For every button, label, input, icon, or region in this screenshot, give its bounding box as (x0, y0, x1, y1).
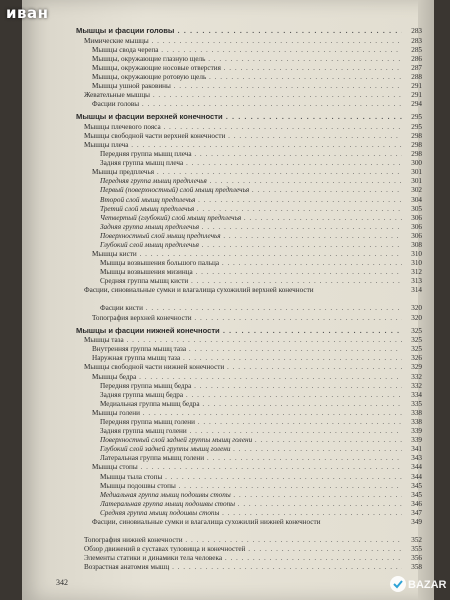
toc-entry-page: 300 (411, 159, 422, 168)
toc-entry-page: 339 (411, 427, 422, 436)
toc-entry-page: 352 (411, 536, 422, 544)
toc-entry-title: Латеральная группа мышц подошвы стопы . . . (100, 500, 402, 509)
toc-entry-page: 283 (411, 36, 422, 45)
toc-entry-title: Обзор движений в суставах туловища и конечностей . . . (84, 545, 402, 554)
toc-entry-page: 298 (411, 131, 422, 140)
toc-entry-title: Мышцы таза . . . (84, 336, 402, 345)
toc-entry (76, 177, 422, 186)
toc-entry-title: Средняя группа мышц кисти . . . (100, 277, 402, 286)
toc-entry (76, 345, 422, 354)
toc-entry (76, 473, 422, 482)
toc-entry-page: 298 (411, 140, 422, 149)
toc-entry-page: 358 (411, 563, 422, 572)
toc-entry-title: Задняя группа мышц бедра . . . (100, 391, 402, 400)
toc-entry-title: Внутренняя группа мышц таза . . . (92, 345, 402, 354)
toc-entry-title: Элементы статики и динамики тела человека . . . (84, 554, 402, 563)
toc-entry (76, 64, 422, 73)
toc-entry (76, 563, 422, 572)
toc-entry-title: Фасции головы . . . (92, 100, 402, 109)
toc-entry-page: 325 (411, 326, 422, 335)
toc-entry-title: Мышцы плеча . . . (84, 141, 402, 150)
toc-entry (76, 268, 422, 277)
toc-entry-page: 314 (411, 286, 422, 295)
toc-entry-page: 298 (411, 150, 422, 159)
toc-entry-page: 349 (411, 518, 422, 526)
toc-entry-title: Передняя группа мышц голени . . . (100, 418, 402, 427)
toc-entry (76, 196, 422, 205)
toc-entry-title: Мышцы и фасции нижней конечности . . . (76, 326, 402, 337)
toc-entry (76, 46, 422, 55)
toc-entry (76, 463, 422, 472)
toc-entry-page: 301 (411, 177, 422, 186)
toc-entry-title: Наружная группа мышц таза . . . (92, 354, 402, 363)
toc-entry (76, 545, 422, 554)
toc-entry-page: 291 (411, 91, 422, 100)
toc-entry-page: 286 (411, 54, 422, 63)
toc-entry-title: Передняя группа мышц бедра . . . (100, 382, 402, 391)
toc-entry (76, 159, 422, 168)
logo-text: BAZAR (408, 579, 446, 591)
toc-entry-title: Второй слой мышц предплечья . . . (100, 196, 402, 205)
toc-entry (76, 141, 422, 150)
toc-entry (76, 554, 422, 563)
toc-entry-title: Мышцы стопы . . . (92, 463, 402, 472)
toc-entry-title: Мышцы и фасции головы . . . (76, 26, 402, 37)
toc-entry-page: 301 (411, 168, 422, 177)
toc-entry-page: 320 (411, 304, 422, 313)
toc-entry-page: 338 (411, 417, 422, 426)
toc-entry-page: 310 (411, 250, 422, 259)
toc-entry (76, 250, 422, 259)
toc-entry-page: 347 (411, 508, 422, 517)
toc-entry (76, 445, 422, 454)
toc-entry (76, 132, 422, 141)
toc-entry-page: 338 (411, 408, 422, 417)
toc-entry (76, 409, 422, 418)
toc-entry-title: Средняя группа мышц подошвы стопы . . . (100, 509, 402, 518)
toc-entry (76, 186, 422, 195)
toc-entry-page: 306 (411, 213, 422, 222)
toc-entry-title: Глубокий слой мышц предплечья . . . (100, 241, 402, 250)
toc-entry-title: Мышцы возвышения мизинца . . . (100, 268, 402, 277)
toc-entry-page: 339 (411, 436, 422, 445)
toc-entry-title: Фасции кисти . . . (100, 304, 402, 313)
toc-entry-title: Мышцы подошвы стопы . . . (100, 482, 402, 491)
toc-entry-page: 332 (411, 372, 422, 381)
toc-entry-title: Глубокий слой задней группы мышц голени . . . (100, 445, 402, 454)
toc-entry-title: Фасции, синовиальные сумки и влагалища сухожилий нижней конечности (92, 518, 321, 526)
toc-entry (76, 55, 422, 64)
toc-entry-page: 320 (411, 313, 422, 322)
toc-entry-title: Медиальная группа мышц бедра . . . (100, 400, 402, 409)
toc-entry-page: 302 (411, 186, 422, 195)
watermark-text: иван (6, 4, 49, 22)
toc-entry-title: Мышцы свободной части нижней конечности . . . (84, 363, 402, 372)
toc-entry (76, 241, 422, 250)
toc-entry-title: Мышцы свода черепа . . . (92, 46, 402, 55)
toc-entry (76, 286, 422, 304)
toc-entry (76, 482, 422, 491)
toc-entry-title: Задняя группа мышц голени . . . (100, 427, 402, 436)
toc-entry (76, 373, 422, 382)
toc-entry-title: Мышцы тыла стопы . . . (100, 473, 402, 482)
toc-entry-page: 344 (411, 472, 422, 481)
toc-entry-title: Мышцы кисти . . . (92, 250, 402, 259)
toc-entry-page: 313 (411, 277, 422, 286)
toc-entry-title: Медиальная группа мышц подошвы стопы . . . (100, 491, 402, 500)
toc-entry-page: 326 (411, 354, 422, 363)
toc-entry (76, 518, 422, 536)
toc-entry (76, 205, 422, 214)
toc-entry-title: Передняя группа мышц предплечья . . . (100, 177, 402, 186)
toc-entry (76, 214, 422, 223)
toc-entry-page: 334 (411, 390, 422, 399)
bazar-logo (388, 572, 446, 596)
toc-entry-title: Мышцы и фасции верхней конечности . . . (76, 112, 402, 123)
toc-entry-page: 356 (411, 554, 422, 563)
toc-entry-title: Мышцы возвышения большого пальца . . . (100, 259, 402, 268)
toc-entry-page: 329 (411, 363, 422, 372)
toc-entry-title: Мышцы, окружающие ротовую щель . . . (92, 73, 402, 82)
toc-entry-page: 304 (411, 195, 422, 204)
toc-entry-title: Задняя группа мышц плеча . . . (100, 159, 402, 168)
toc-entry (76, 73, 422, 82)
toc-entry (76, 491, 422, 500)
toc-entry (76, 454, 422, 463)
toc-entry-title: Мышцы бедра . . . (92, 373, 402, 382)
toc-entry (76, 418, 422, 427)
toc-entry (76, 363, 422, 372)
toc-entry-page: 332 (411, 381, 422, 390)
toc-entry-page: 295 (411, 122, 422, 131)
toc-entry-title: Фасции, синовиальные сумки и влагалища сухожилий верхней конечности (84, 286, 314, 295)
table-of-contents (76, 26, 422, 572)
toc-entry-page: 341 (411, 445, 422, 454)
toc-entry-page: 305 (411, 204, 422, 213)
toc-entry-title: Поверхностный слой мышц предплечья . . . (100, 232, 402, 241)
toc-entry-page: 295 (411, 113, 422, 122)
toc-entry (76, 536, 422, 545)
toc-entry-page: 306 (411, 231, 422, 240)
toc-entry-title: Топография верхней конечности . . . (92, 314, 402, 323)
toc-entry (76, 277, 422, 286)
toc-entry-page: 345 (411, 490, 422, 499)
toc-entry-page: 308 (411, 240, 422, 249)
page-number: 342 (56, 578, 68, 587)
toc-entry-title: Мышцы ушной раковины . . . (92, 82, 402, 91)
book-page (22, 0, 434, 600)
toc-entry-page: 287 (411, 63, 422, 72)
toc-entry-page: 306 (411, 222, 422, 231)
toc-entry-page: 294 (411, 100, 422, 109)
toc-entry-title: Мимические мышцы . . . (84, 37, 402, 46)
toc-entry (76, 82, 422, 91)
toc-entry-page: 310 (411, 259, 422, 268)
toc-entry-page: 343 (411, 454, 422, 463)
toc-entry-page: 283 (411, 27, 422, 35)
toc-entry (76, 232, 422, 241)
toc-entry-title: Мышцы, окружающие носовые отверстия . . . (92, 64, 402, 73)
toc-entry-page: 325 (411, 336, 422, 345)
toc-entry-title: Мышцы свободной части верхней конечности . . . (84, 132, 402, 141)
toc-entry (76, 304, 422, 313)
toc-entry-title: Возрастная анатомия мышц . . . (84, 563, 402, 572)
toc-entry-title: Латеральная группа мышц голени . . . (100, 454, 402, 463)
toc-entry-page: 312 (411, 268, 422, 277)
toc-entry (76, 37, 422, 46)
toc-section-heading (76, 112, 422, 123)
toc-entry-title: Поверхностный слой задней группы мышц голени . . . (100, 436, 402, 445)
toc-entry (76, 354, 422, 363)
toc-entry (76, 391, 422, 400)
toc-entry-title: Передняя группа мышц плеча . . . (100, 150, 402, 159)
toc-entry-page: 325 (411, 345, 422, 354)
toc-entry-title: Мышцы, окружающие глазную щель . . . (92, 55, 402, 64)
toc-entry-page: 288 (411, 72, 422, 81)
toc-entry (76, 427, 422, 436)
toc-entry-title: Четвертый (глубокий) слой мышц предплечья . . . (100, 214, 402, 223)
toc-entry (76, 382, 422, 391)
toc-entry (76, 436, 422, 445)
toc-entry-title: Топография нижней конечности . . . (84, 536, 402, 545)
toc-entry (76, 168, 422, 177)
toc-entry-page: 355 (411, 545, 422, 554)
toc-entry (76, 223, 422, 232)
toc-entry-title: Мышцы голени . . . (92, 409, 402, 418)
toc-entry (76, 123, 422, 132)
toc-entry (76, 336, 422, 345)
toc-entry (76, 100, 422, 109)
toc-entry-page: 346 (411, 499, 422, 508)
toc-entry-title: Мышцы плечевого пояса . . . (84, 123, 402, 132)
toc-section-heading (76, 26, 422, 37)
toc-entry (76, 91, 422, 100)
toc-entry-page: 345 (411, 481, 422, 490)
toc-entry-page: 344 (411, 463, 422, 472)
toc-entry (76, 509, 422, 518)
toc-entry (76, 259, 422, 268)
toc-entry (76, 314, 422, 323)
toc-entry-title: Жевательные мышцы . . . (84, 91, 402, 100)
toc-entry-page: 285 (411, 45, 422, 54)
toc-entry-title: Мышцы предплечья . . . (92, 168, 402, 177)
toc-entry-page: 335 (411, 399, 422, 408)
toc-entry (76, 400, 422, 409)
toc-entry (76, 500, 422, 509)
toc-entry-title: Первый (поверхностный) слой мышц предплечья . . . (100, 186, 402, 195)
toc-entry (76, 150, 422, 159)
toc-entry-page: 291 (411, 81, 422, 90)
toc-entry-title: Задняя группа мышц предплечья . . . (100, 223, 402, 232)
toc-entry-title: Третий слой мышц предплечья . . . (100, 205, 402, 214)
toc-section-heading (76, 326, 422, 337)
